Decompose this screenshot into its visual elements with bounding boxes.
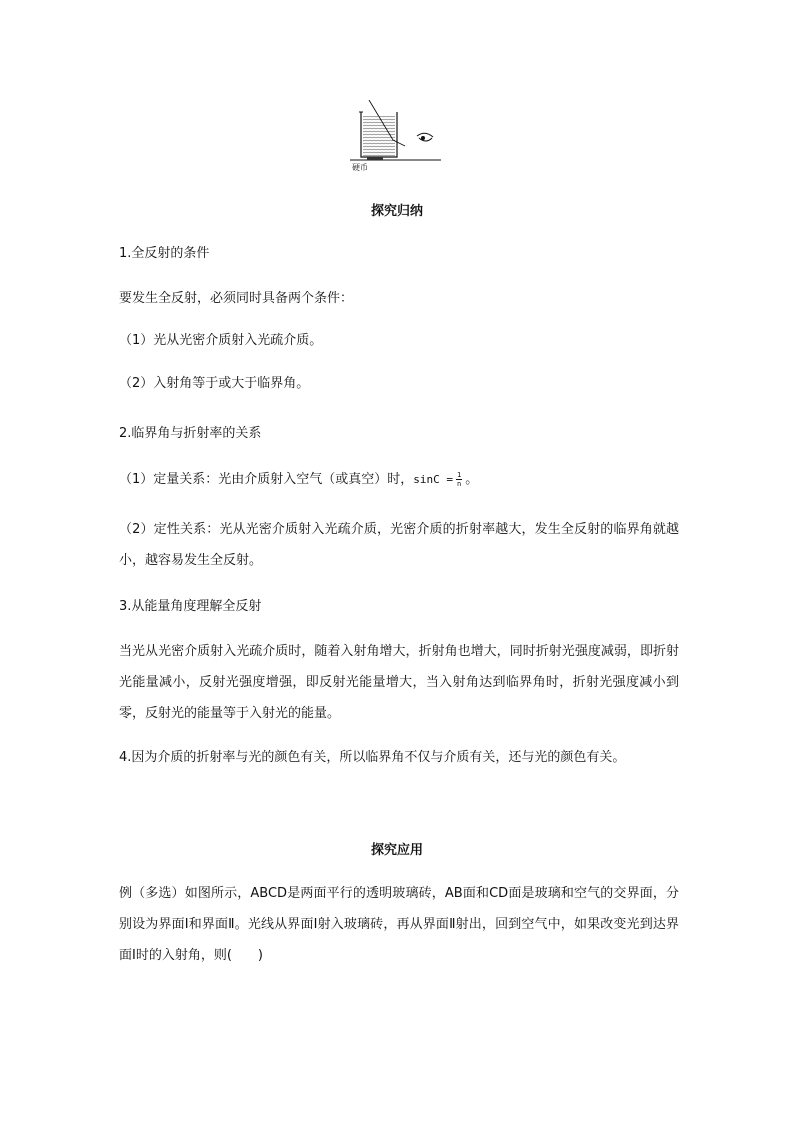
conditions-intro: 要发生全反射，必须同时具备两个条件： (119, 291, 354, 306)
quant-prefix: （1）定量关系：光由介质射入空气（或真空）时， (119, 472, 414, 487)
quant-suffix: 。 (465, 472, 479, 487)
item-1-title: 1.全反射的条件 (119, 246, 210, 261)
qualitative-relation: （2）定性关系：光从光密介质射入光疏介质，光密介质的折射率越大，发生全反射的临界角就越小，越容易发生全反射。 (119, 522, 679, 568)
section-heading-application: 探究应用 (370, 843, 423, 858)
coin (367, 157, 383, 160)
coin-label: 硬币 (352, 163, 368, 172)
section-heading-induction: 探究归纳 (370, 204, 423, 219)
quantitative-relation (119, 470, 478, 490)
condition-2: （2）入射角等于或大于临界角。 (119, 376, 310, 391)
energy-paragraph: 当光从光密介质射入光疏介质时，随着入射角增大，折射角也增大，同时折射光强度减弱，即折射光能量减小，反射光强度增强，即反射光能量增大，当入射角达到临界角时，折射光强度减小到零，反射光的能量等于入射光的能量。 (119, 644, 679, 721)
fraction-denominator: n (457, 480, 462, 488)
fraction-numerator: 1 (457, 471, 462, 479)
item-3-title: 3.从能量角度理解全反射 (119, 599, 262, 614)
example-question: 例（多选）如图所示，ABCD是两面平行的透明玻璃砖，AB面和CD面是玻璃和空气的交界面，分别设为界面Ⅰ和界面Ⅱ。光线从界面Ⅰ射入玻璃砖，再从界面Ⅱ射出，回到空气中，如果改变光到达界面Ⅰ时的入射角，则( ) (119, 886, 679, 963)
item-2-title: 2.临界角与折射率的关系 (119, 426, 262, 441)
fraction-1-over-n (456, 471, 462, 488)
condition-1: （1）光从光密介质射入光疏介质。 (119, 333, 323, 348)
item-4: 4.因为介质的折射率与光的颜色有关，所以临界角不仅与介质有关，还与光的颜色有关。 (119, 750, 626, 765)
eye-icon (417, 133, 433, 141)
sin-formula: sinC = (413, 473, 454, 486)
